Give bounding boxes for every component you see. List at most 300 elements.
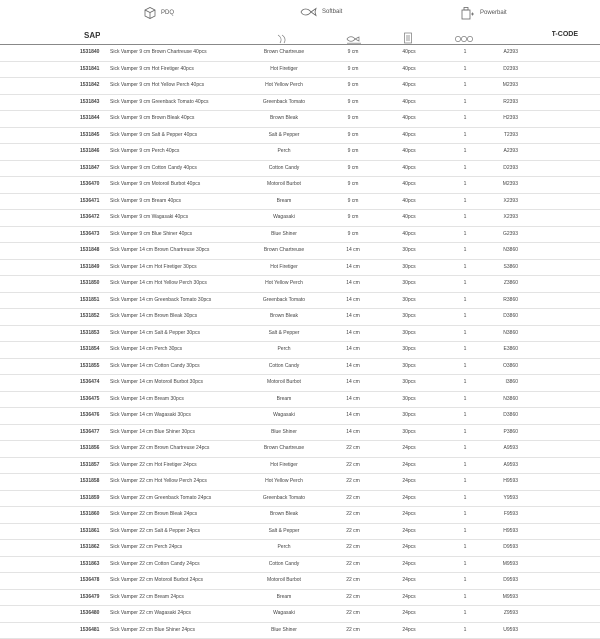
product-description: Sick Vamper 22 cm Blue Shiner 24pcs bbox=[110, 623, 260, 638]
pack-count: 40pcs bbox=[394, 194, 424, 209]
size-value: 22 cm bbox=[338, 507, 368, 522]
table-row bbox=[0, 177, 600, 194]
t-code: M2393 bbox=[486, 177, 518, 192]
table-row bbox=[0, 293, 600, 310]
size-value: 14 cm bbox=[338, 243, 368, 258]
table-row bbox=[0, 210, 600, 227]
powerbait-icon bbox=[460, 6, 476, 20]
quantity-value: 1 bbox=[450, 161, 480, 176]
color-name: Greenback Tomato bbox=[232, 491, 336, 506]
pack-count: 40pcs bbox=[394, 144, 424, 159]
pack-count: 30pcs bbox=[394, 392, 424, 407]
table-row bbox=[0, 326, 600, 343]
sap-number: 1531854 bbox=[80, 342, 110, 357]
product-description: Sick Vamper 14 cm Perch 30pcs bbox=[110, 342, 260, 357]
t-code: H9593 bbox=[486, 474, 518, 489]
sap-number: 1531841 bbox=[80, 62, 110, 77]
pack-count: 24pcs bbox=[394, 458, 424, 473]
color-name: Brown Chartreuse bbox=[232, 45, 336, 60]
quantity-value: 1 bbox=[450, 62, 480, 77]
sap-number: 1531861 bbox=[80, 524, 110, 539]
color-name: Brown Bleak bbox=[232, 111, 336, 126]
product-description: Sick Vamper 22 cm Cotton Candy 24pcs bbox=[110, 557, 260, 572]
sap-number: 1531856 bbox=[80, 441, 110, 456]
color-name: Blue Shiner bbox=[232, 623, 336, 638]
size-value: 9 cm bbox=[338, 95, 368, 110]
sap-number: 1531863 bbox=[80, 557, 110, 572]
size-value: 14 cm bbox=[338, 276, 368, 291]
t-code: A9593 bbox=[486, 458, 518, 473]
quantity-value: 1 bbox=[450, 276, 480, 291]
t-code: D3860 bbox=[486, 408, 518, 423]
sap-number: 1531843 bbox=[80, 95, 110, 110]
pack-count: 24pcs bbox=[394, 491, 424, 506]
t-code: G2393 bbox=[486, 227, 518, 242]
size-value: 22 cm bbox=[338, 524, 368, 539]
color-name: Brown Chartreuse bbox=[232, 441, 336, 456]
sap-number: 1536472 bbox=[80, 210, 110, 225]
table-row bbox=[0, 128, 600, 145]
sap-number: 1531862 bbox=[80, 540, 110, 555]
color-name: Cotton Candy bbox=[232, 557, 336, 572]
pack-count: 24pcs bbox=[394, 474, 424, 489]
t-code: A9593 bbox=[486, 441, 518, 456]
sap-number: 1531857 bbox=[80, 458, 110, 473]
sap-number: 1531852 bbox=[80, 309, 110, 324]
pack-count: 24pcs bbox=[394, 524, 424, 539]
pack-count: 24pcs bbox=[394, 573, 424, 588]
product-description: Sick Vamper 14 cm Hot Firetiger 30pcs bbox=[110, 260, 260, 275]
size-value: 14 cm bbox=[338, 359, 368, 374]
product-description: Sick Vamper 14 cm Cotton Candy 30pcs bbox=[110, 359, 260, 374]
quantity-value: 1 bbox=[450, 293, 480, 308]
table-row bbox=[0, 95, 600, 112]
product-description: Sick Vamper 14 cm Brown Chartreuse 30pcs bbox=[110, 243, 260, 258]
color-name: Motoroil Burbot bbox=[232, 573, 336, 588]
sap-number: 1536481 bbox=[80, 623, 110, 638]
table-row bbox=[0, 375, 600, 392]
legend-pdq bbox=[143, 6, 174, 20]
table-row bbox=[0, 194, 600, 211]
color-name: Greenback Tomato bbox=[232, 293, 336, 308]
pack-count: 40pcs bbox=[394, 62, 424, 77]
sap-number: 1531855 bbox=[80, 359, 110, 374]
quantity-value: 1 bbox=[450, 524, 480, 539]
legend-label: PDQ bbox=[161, 10, 174, 16]
t-code: I3860 bbox=[486, 375, 518, 390]
color-name: Motoroil Burbot bbox=[232, 177, 336, 192]
size-value: 22 cm bbox=[338, 540, 368, 555]
color-name: Hot Yellow Perch bbox=[232, 276, 336, 291]
pack-count: 40pcs bbox=[394, 45, 424, 60]
table-row bbox=[0, 260, 600, 277]
t-code: Z3860 bbox=[486, 276, 518, 291]
size-value: 14 cm bbox=[338, 293, 368, 308]
t-code: X2393 bbox=[486, 210, 518, 225]
product-description: Sick Vamper 9 cm Hot Firetiger 40pcs bbox=[110, 62, 260, 77]
quantity-value: 1 bbox=[450, 590, 480, 605]
sap-number: 1531848 bbox=[80, 243, 110, 258]
pack-count: 40pcs bbox=[394, 227, 424, 242]
sap-number: 1531851 bbox=[80, 293, 110, 308]
color-name: Wagasaki bbox=[232, 606, 336, 621]
legend-label: Powerbait bbox=[480, 10, 507, 16]
quantity-value: 1 bbox=[450, 45, 480, 60]
pack-count: 40pcs bbox=[394, 161, 424, 176]
pack-count: 24pcs bbox=[394, 590, 424, 605]
table-row bbox=[0, 161, 600, 178]
t-code: M9593 bbox=[486, 590, 518, 605]
t-code: S3860 bbox=[486, 260, 518, 275]
pack-count: 30pcs bbox=[394, 260, 424, 275]
size-value: 22 cm bbox=[338, 573, 368, 588]
quantity-value: 1 bbox=[450, 359, 480, 374]
table-row bbox=[0, 342, 600, 359]
table-row bbox=[0, 78, 600, 95]
pack-count: 30pcs bbox=[394, 293, 424, 308]
table-row bbox=[0, 441, 600, 458]
t-code: H2393 bbox=[486, 111, 518, 126]
size-value: 9 cm bbox=[338, 227, 368, 242]
pack-count: 24pcs bbox=[394, 507, 424, 522]
color-name: Hot Firetiger bbox=[232, 62, 336, 77]
quantity-value: 1 bbox=[450, 227, 480, 242]
color-name: Hot Firetiger bbox=[232, 260, 336, 275]
size-value: 14 cm bbox=[338, 309, 368, 324]
table-row bbox=[0, 507, 600, 524]
pack-count: 24pcs bbox=[394, 540, 424, 555]
product-description: Sick Vamper 22 cm Hot Firetiger 24pcs bbox=[110, 458, 260, 473]
quantity-value: 1 bbox=[450, 194, 480, 209]
quantity-value: 1 bbox=[450, 326, 480, 341]
table-row bbox=[0, 425, 600, 442]
color-name: Hot Yellow Perch bbox=[232, 78, 336, 93]
size-value: 9 cm bbox=[338, 45, 368, 60]
size-value: 22 cm bbox=[338, 491, 368, 506]
sap-number: 1536473 bbox=[80, 227, 110, 242]
color-name: Blue Shiner bbox=[232, 227, 336, 242]
product-description: Sick Vamper 14 cm Blue Shiner 30pcs bbox=[110, 425, 260, 440]
sap-number: 1531850 bbox=[80, 276, 110, 291]
color-name: Wagasaki bbox=[232, 408, 336, 423]
pack-count: 24pcs bbox=[394, 623, 424, 638]
quantity-value: 1 bbox=[450, 507, 480, 522]
pack-count: 30pcs bbox=[394, 342, 424, 357]
legend-label: Softbait bbox=[322, 9, 342, 15]
table-row bbox=[0, 474, 600, 491]
product-description: Sick Vamper 22 cm Motoroil Burbot 24pcs bbox=[110, 573, 260, 588]
quantity-value: 1 bbox=[450, 95, 480, 110]
color-name: Motoroil Burbot bbox=[232, 375, 336, 390]
product-description: Sick Vamper 14 cm Hot Yellow Perch 30pcs bbox=[110, 276, 260, 291]
product-description: Sick Vamper 14 cm Bream 30pcs bbox=[110, 392, 260, 407]
size-value: 9 cm bbox=[338, 210, 368, 225]
product-description: Sick Vamper 9 cm Wagasaki 40pcs bbox=[110, 210, 260, 225]
sap-number: 1531842 bbox=[80, 78, 110, 93]
pack-count: 40pcs bbox=[394, 95, 424, 110]
size-value: 22 cm bbox=[338, 441, 368, 456]
quantity-value: 1 bbox=[450, 573, 480, 588]
color-name: Hot Firetiger bbox=[232, 458, 336, 473]
product-description: Sick Vamper 9 cm Perch 40pcs bbox=[110, 144, 260, 159]
table-row bbox=[0, 144, 600, 161]
pack-count: 40pcs bbox=[394, 210, 424, 225]
t-code: R3860 bbox=[486, 293, 518, 308]
size-value: 9 cm bbox=[338, 62, 368, 77]
color-name: Salt & Pepper bbox=[232, 128, 336, 143]
color-name: Salt & Pepper bbox=[232, 326, 336, 341]
product-description: Sick Vamper 22 cm Perch 24pcs bbox=[110, 540, 260, 555]
softbait-icon bbox=[300, 6, 318, 18]
pack-count: 30pcs bbox=[394, 276, 424, 291]
size-value: 14 cm bbox=[338, 392, 368, 407]
product-description: Sick Vamper 9 cm Motoroil Burbot 40pcs bbox=[110, 177, 260, 192]
size-value: 22 cm bbox=[338, 606, 368, 621]
size-value: 14 cm bbox=[338, 342, 368, 357]
quantity-value: 1 bbox=[450, 474, 480, 489]
pack-count: 40pcs bbox=[394, 128, 424, 143]
t-code: R2393 bbox=[486, 95, 518, 110]
sap-number: 1536478 bbox=[80, 573, 110, 588]
color-name: Bream bbox=[232, 194, 336, 209]
quantity-value: 1 bbox=[450, 458, 480, 473]
color-name: Perch bbox=[232, 342, 336, 357]
pack-count: 40pcs bbox=[394, 111, 424, 126]
t-code: M2393 bbox=[486, 78, 518, 93]
product-description: Sick Vamper 14 cm Brown Bleak 30pcs bbox=[110, 309, 260, 324]
table-row bbox=[0, 458, 600, 475]
pack-count: 30pcs bbox=[394, 359, 424, 374]
product-description: Sick Vamper 9 cm Bream 40pcs bbox=[110, 194, 260, 209]
size-value: 22 cm bbox=[338, 458, 368, 473]
product-description: Sick Vamper 9 cm Hot Yellow Perch 40pcs bbox=[110, 78, 260, 93]
pack-count: 40pcs bbox=[394, 177, 424, 192]
table-row bbox=[0, 111, 600, 128]
column-header-sap: SAP bbox=[84, 31, 100, 40]
t-code: D3860 bbox=[486, 309, 518, 324]
t-code: D2393 bbox=[486, 62, 518, 77]
product-description: Sick Vamper 9 cm Brown Chartreuse 40pcs bbox=[110, 45, 260, 60]
quantity-value: 1 bbox=[450, 491, 480, 506]
sap-number: 1536480 bbox=[80, 606, 110, 621]
product-description: Sick Vamper 22 cm Greenback Tomato 24pcs bbox=[110, 491, 260, 506]
color-name: Greenback Tomato bbox=[232, 95, 336, 110]
size-value: 9 cm bbox=[338, 144, 368, 159]
table-row bbox=[0, 540, 600, 557]
product-description: Sick Vamper 22 cm Wagasaki 24pcs bbox=[110, 606, 260, 621]
size-value: 9 cm bbox=[338, 111, 368, 126]
t-code: F9593 bbox=[486, 507, 518, 522]
t-code: D9593 bbox=[486, 540, 518, 555]
product-table-body bbox=[0, 45, 600, 639]
color-name: Cotton Candy bbox=[232, 161, 336, 176]
product-description: Sick Vamper 14 cm Motoroil Burbot 30pcs bbox=[110, 375, 260, 390]
product-description: Sick Vamper 9 cm Cotton Candy 40pcs bbox=[110, 161, 260, 176]
quantity-value: 1 bbox=[450, 210, 480, 225]
t-code: H9593 bbox=[486, 524, 518, 539]
pack-count: 30pcs bbox=[394, 425, 424, 440]
sap-number: 1531844 bbox=[80, 111, 110, 126]
t-code: N3860 bbox=[486, 392, 518, 407]
color-name: Brown Bleak bbox=[232, 309, 336, 324]
table-row bbox=[0, 606, 600, 623]
color-name: Bream bbox=[232, 392, 336, 407]
table-row bbox=[0, 590, 600, 607]
table-row bbox=[0, 359, 600, 376]
size-value: 9 cm bbox=[338, 161, 368, 176]
table-row bbox=[0, 227, 600, 244]
pack-count: 30pcs bbox=[394, 375, 424, 390]
pack-count: 30pcs bbox=[394, 309, 424, 324]
quantity-value: 1 bbox=[450, 425, 480, 440]
color-name: Bream bbox=[232, 590, 336, 605]
t-code: E3860 bbox=[486, 342, 518, 357]
t-code: D9593 bbox=[486, 573, 518, 588]
t-code: N3860 bbox=[486, 326, 518, 341]
product-description: Sick Vamper 9 cm Salt & Pepper 40pcs bbox=[110, 128, 260, 143]
t-code: T2393 bbox=[486, 128, 518, 143]
sap-number: 1531860 bbox=[80, 507, 110, 522]
table-row bbox=[0, 392, 600, 409]
table-row bbox=[0, 62, 600, 79]
t-code: O3860 bbox=[486, 359, 518, 374]
size-value: 14 cm bbox=[338, 408, 368, 423]
quantity-value: 1 bbox=[450, 540, 480, 555]
sap-number: 1536471 bbox=[80, 194, 110, 209]
size-value: 9 cm bbox=[338, 177, 368, 192]
sap-number: 1536474 bbox=[80, 375, 110, 390]
table-row bbox=[0, 491, 600, 508]
size-value: 22 cm bbox=[338, 557, 368, 572]
table-header bbox=[0, 30, 600, 45]
product-description: Sick Vamper 22 cm Bream 24pcs bbox=[110, 590, 260, 605]
sap-number: 1531846 bbox=[80, 144, 110, 159]
sap-number: 1531853 bbox=[80, 326, 110, 341]
color-name: Blue Shiner bbox=[232, 425, 336, 440]
table-row bbox=[0, 45, 600, 62]
table-row bbox=[0, 243, 600, 260]
size-value: 9 cm bbox=[338, 78, 368, 93]
quantity-value: 1 bbox=[450, 78, 480, 93]
t-code: Y9593 bbox=[486, 491, 518, 506]
color-name: Salt & Pepper bbox=[232, 524, 336, 539]
sap-number: 1536475 bbox=[80, 392, 110, 407]
sap-number: 1531847 bbox=[80, 161, 110, 176]
product-description: Sick Vamper 22 cm Brown Chartreuse 24pcs bbox=[110, 441, 260, 456]
size-value: 14 cm bbox=[338, 326, 368, 341]
quantity-value: 1 bbox=[450, 309, 480, 324]
quantity-value: 1 bbox=[450, 111, 480, 126]
product-description: Sick Vamper 9 cm Brown Bleak 40pcs bbox=[110, 111, 260, 126]
t-code: A2393 bbox=[486, 45, 518, 60]
size-value: 14 cm bbox=[338, 375, 368, 390]
size-value: 14 cm bbox=[338, 425, 368, 440]
color-name: Cotton Candy bbox=[232, 359, 336, 374]
table-row bbox=[0, 309, 600, 326]
t-code: P3860 bbox=[486, 425, 518, 440]
product-description: Sick Vamper 22 cm Brown Bleak 24pcs bbox=[110, 507, 260, 522]
sap-number: 1531849 bbox=[80, 260, 110, 275]
product-description: Sick Vamper 22 cm Hot Yellow Perch 24pcs bbox=[110, 474, 260, 489]
quantity-value: 1 bbox=[450, 342, 480, 357]
quantity-value: 1 bbox=[450, 128, 480, 143]
color-name: Brown Bleak bbox=[232, 507, 336, 522]
color-name: Hot Yellow Perch bbox=[232, 474, 336, 489]
sap-number: 1531858 bbox=[80, 474, 110, 489]
sap-number: 1536479 bbox=[80, 590, 110, 605]
sap-number: 1536476 bbox=[80, 408, 110, 423]
pdq-box-icon bbox=[143, 6, 157, 20]
quantity-value: 1 bbox=[450, 392, 480, 407]
color-name: Perch bbox=[232, 540, 336, 555]
pack-count: 30pcs bbox=[394, 243, 424, 258]
t-code: N3860 bbox=[486, 243, 518, 258]
sap-number: 1536470 bbox=[80, 177, 110, 192]
table-row bbox=[0, 623, 600, 639]
pack-count: 24pcs bbox=[394, 606, 424, 621]
product-description: Sick Vamper 14 cm Salt & Pepper 30pcs bbox=[110, 326, 260, 341]
sap-number: 1531859 bbox=[80, 491, 110, 506]
quantity-value: 1 bbox=[450, 408, 480, 423]
pack-count: 30pcs bbox=[394, 326, 424, 341]
size-value: 9 cm bbox=[338, 128, 368, 143]
product-description: Sick Vamper 9 cm Blue Shiner 40pcs bbox=[110, 227, 260, 242]
product-description: Sick Vamper 22 cm Salt & Pepper 24pcs bbox=[110, 524, 260, 539]
column-header-tcode: T-CODE bbox=[552, 31, 578, 38]
quantity-value: 1 bbox=[450, 375, 480, 390]
t-code: A2393 bbox=[486, 144, 518, 159]
t-code: Z9593 bbox=[486, 606, 518, 621]
table-row bbox=[0, 557, 600, 574]
size-value: 9 cm bbox=[338, 194, 368, 209]
pack-count: 24pcs bbox=[394, 557, 424, 572]
t-code: U9593 bbox=[486, 623, 518, 638]
t-code: M9593 bbox=[486, 557, 518, 572]
legend-powerbait bbox=[460, 6, 507, 20]
product-description: Sick Vamper 14 cm Wagasaki 30pcs bbox=[110, 408, 260, 423]
pack-count: 40pcs bbox=[394, 78, 424, 93]
quantity-value: 1 bbox=[450, 144, 480, 159]
t-code: X2393 bbox=[486, 194, 518, 209]
table-row bbox=[0, 408, 600, 425]
pack-count: 30pcs bbox=[394, 408, 424, 423]
product-description: Sick Vamper 14 cm Greenback Tomato 30pcs bbox=[110, 293, 260, 308]
table-row bbox=[0, 573, 600, 590]
legend-softbait bbox=[300, 6, 342, 18]
color-name: Wagasaki bbox=[232, 210, 336, 225]
size-value: 22 cm bbox=[338, 590, 368, 605]
quantity-value: 1 bbox=[450, 623, 480, 638]
t-code: D2393 bbox=[486, 161, 518, 176]
size-value: 14 cm bbox=[338, 260, 368, 275]
color-name: Brown Chartreuse bbox=[232, 243, 336, 258]
sap-number: 1531840 bbox=[80, 45, 110, 60]
quantity-value: 1 bbox=[450, 557, 480, 572]
product-description: Sick Vamper 9 cm Greenback Tomato 40pcs bbox=[110, 95, 260, 110]
pack-count: 24pcs bbox=[394, 441, 424, 456]
size-value: 22 cm bbox=[338, 623, 368, 638]
quantity-value: 1 bbox=[450, 441, 480, 456]
sap-number: 1536477 bbox=[80, 425, 110, 440]
sap-number: 1531845 bbox=[80, 128, 110, 143]
table-row bbox=[0, 524, 600, 541]
quantity-value: 1 bbox=[450, 177, 480, 192]
table-row bbox=[0, 276, 600, 293]
quantity-value: 1 bbox=[450, 243, 480, 258]
color-name: Perch bbox=[232, 144, 336, 159]
quantity-value: 1 bbox=[450, 606, 480, 621]
quantity-value: 1 bbox=[450, 260, 480, 275]
